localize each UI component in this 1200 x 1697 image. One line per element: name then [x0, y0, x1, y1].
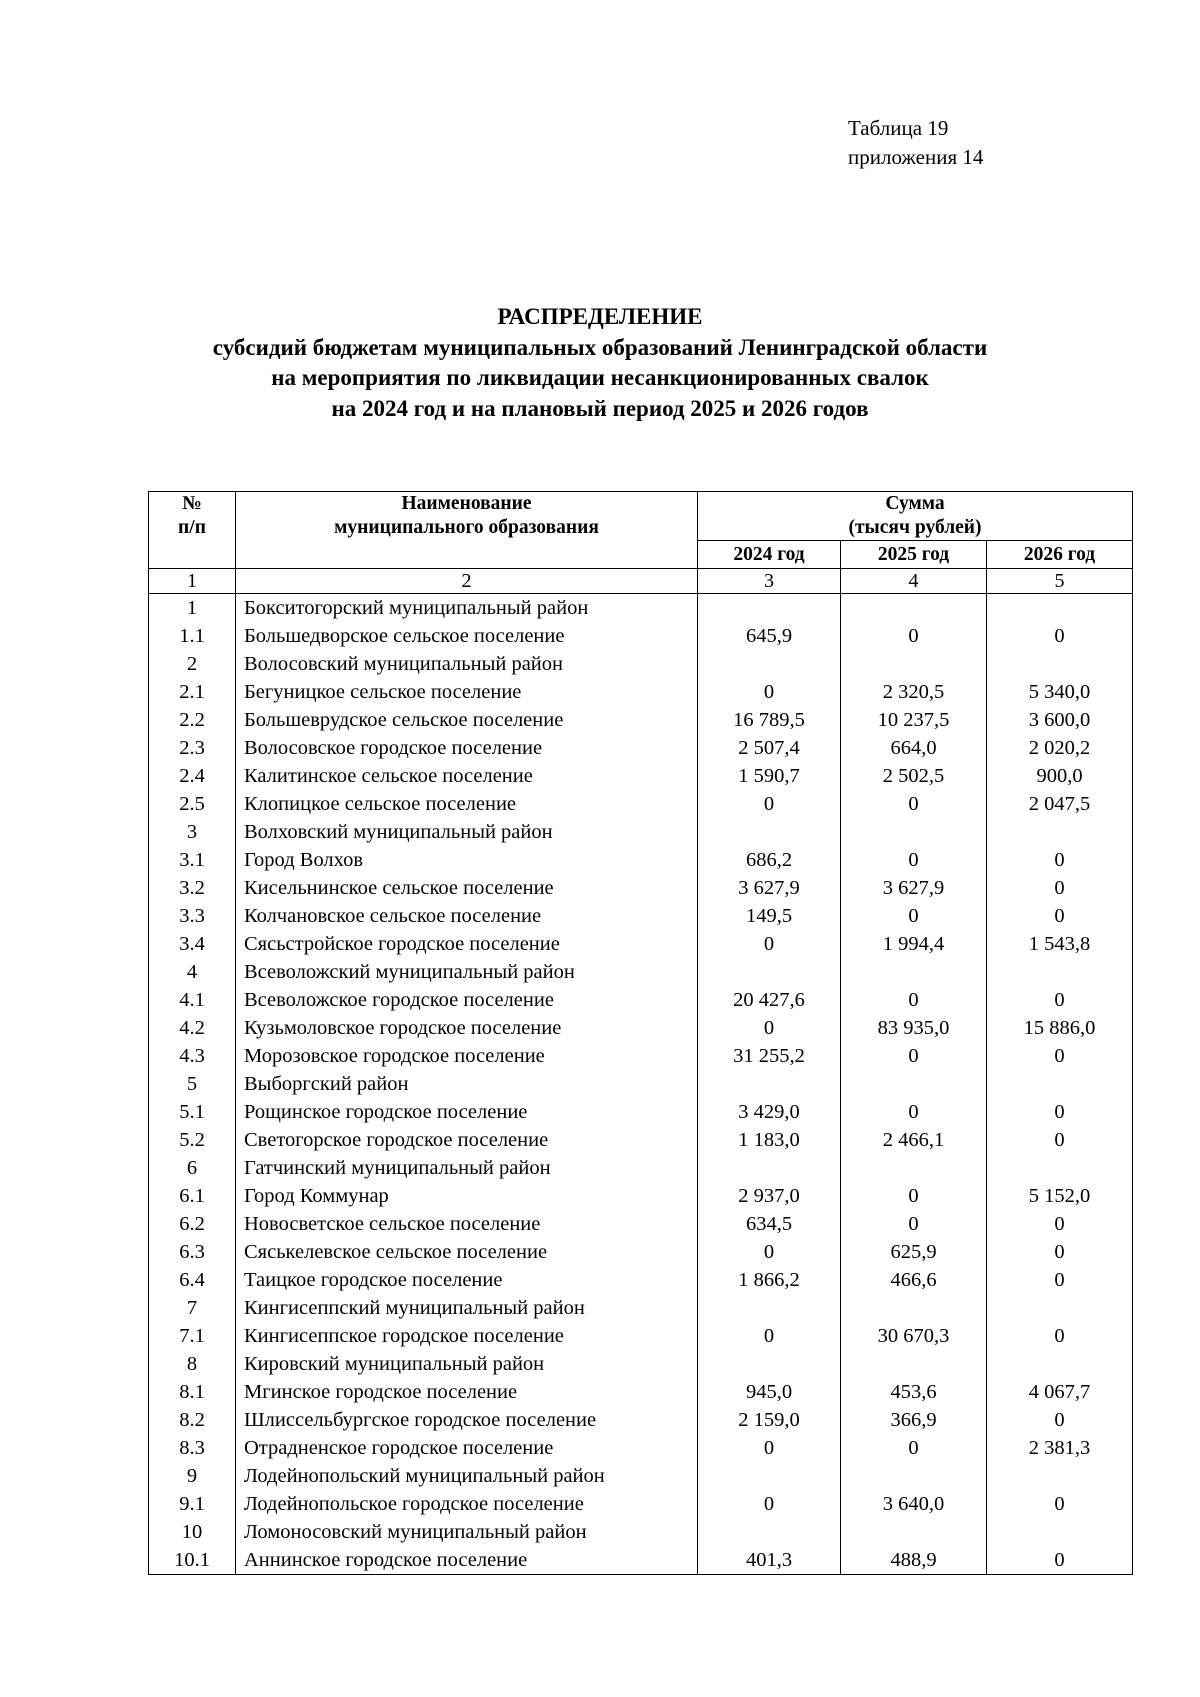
municipality-name: Морозовское городское поселение [236, 1042, 698, 1070]
amount-2026: 4 067,7 [987, 1378, 1133, 1406]
amount-2026: 15 886,0 [987, 1014, 1133, 1042]
header-number [149, 492, 236, 569]
table-row [149, 1518, 1133, 1546]
amount-2026 [987, 1154, 1133, 1182]
amount-2024: 0 [698, 930, 841, 958]
municipality-name: Шлиссельбургское городское поселение [236, 1406, 698, 1434]
municipality-name: Кингисеппское городское поселение [236, 1322, 698, 1350]
title-line-2: субсидий бюджетам муниципальных образований Ленинградской области [212, 334, 988, 360]
amount-2025 [841, 1350, 987, 1378]
municipality-name: Кингисеппский муниципальный район [236, 1294, 698, 1322]
amount-2025: 466,6 [841, 1266, 987, 1294]
header-year-2025: 2025 год [841, 541, 987, 569]
amount-2025: 0 [841, 790, 987, 818]
header-number-abbr: п/п [178, 517, 206, 538]
row-number: 4.1 [149, 986, 236, 1014]
row-number: 7 [149, 1294, 236, 1322]
amount-2025: 10 237,5 [841, 706, 987, 734]
municipality-name: Новосветское сельское поселение [236, 1210, 698, 1238]
row-number: 10.1 [149, 1546, 236, 1575]
amount-2025: 0 [841, 986, 987, 1014]
row-number: 2.1 [149, 678, 236, 706]
amount-2025: 0 [841, 1434, 987, 1462]
table-row [149, 622, 1133, 650]
table-row [149, 846, 1133, 874]
table-row [149, 1042, 1133, 1070]
row-number: 8.1 [149, 1378, 236, 1406]
row-number: 3.4 [149, 930, 236, 958]
amount-2026 [987, 594, 1133, 623]
amount-2026: 0 [987, 1126, 1133, 1154]
table-row [149, 1434, 1133, 1462]
row-number: 3.2 [149, 874, 236, 902]
table-row [149, 874, 1133, 902]
row-number: 2.3 [149, 734, 236, 762]
table-row [149, 930, 1133, 958]
municipality-name: Сясьстройское городское поселение [236, 930, 698, 958]
municipality-name: Выборгский район [236, 1070, 698, 1098]
amount-2025 [841, 1294, 987, 1322]
amount-2024: 2 937,0 [698, 1182, 841, 1210]
municipality-name: Калитинское сельское поселение [236, 762, 698, 790]
amount-2026: 0 [987, 1238, 1133, 1266]
amount-2024: 3 627,9 [698, 874, 841, 902]
amount-2026 [987, 1294, 1133, 1322]
municipality-name: Лодейнопольский муниципальный район [236, 1462, 698, 1490]
amount-2025: 0 [841, 1042, 987, 1070]
table-row [149, 678, 1133, 706]
municipality-name: Мгинское городское поселение [236, 1378, 698, 1406]
amount-2024 [698, 650, 841, 678]
amount-2026 [987, 1350, 1133, 1378]
amount-2026: 0 [987, 1042, 1133, 1070]
amount-2026: 0 [987, 1098, 1133, 1126]
municipality-name: Город Коммунар [236, 1182, 698, 1210]
amount-2025: 664,0 [841, 734, 987, 762]
amount-2026: 0 [987, 846, 1133, 874]
row-number: 4 [149, 958, 236, 986]
table-row [149, 902, 1133, 930]
amount-2025: 366,9 [841, 1406, 987, 1434]
amount-2026: 0 [987, 874, 1133, 902]
table-row [149, 594, 1133, 623]
municipality-name: Волосовский муниципальный район [236, 650, 698, 678]
amount-2024 [698, 1462, 841, 1490]
table-row [149, 1098, 1133, 1126]
municipality-name: Город Волхов [236, 846, 698, 874]
amount-2024: 149,5 [698, 902, 841, 930]
amount-2025 [841, 958, 987, 986]
row-number: 5 [149, 1070, 236, 1098]
amount-2026 [987, 1518, 1133, 1546]
table-row [149, 1014, 1133, 1042]
municipality-name: Бегуницкое сельское поселение [236, 678, 698, 706]
row-number: 5.2 [149, 1126, 236, 1154]
header-year-2026: 2026 год [987, 541, 1133, 569]
amount-2024 [698, 958, 841, 986]
amount-2024 [698, 1350, 841, 1378]
amount-2025: 2 320,5 [841, 678, 987, 706]
amount-2025: 2 466,1 [841, 1126, 987, 1154]
row-number: 10 [149, 1518, 236, 1546]
amount-2024: 0 [698, 1434, 841, 1462]
title-line-4: на 2024 год и на плановый период 2025 и 2026 годов [331, 395, 869, 421]
column-number: 4 [841, 569, 987, 594]
amount-2024: 3 429,0 [698, 1098, 841, 1126]
amount-2024: 2 507,4 [698, 734, 841, 762]
table-row [149, 1378, 1133, 1406]
row-number: 4.3 [149, 1042, 236, 1070]
table-row [149, 790, 1133, 818]
amount-2025: 0 [841, 1098, 987, 1126]
amount-2026: 3 600,0 [987, 706, 1133, 734]
amount-2025 [841, 1518, 987, 1546]
amount-2024 [698, 1294, 841, 1322]
row-number: 6.2 [149, 1210, 236, 1238]
title-line-1: РАСПРЕДЕЛЕНИЕ [497, 304, 703, 329]
table-reference [848, 114, 983, 172]
amount-2024: 945,0 [698, 1378, 841, 1406]
table-row [149, 818, 1133, 846]
municipality-name: Кисельнинское сельское поселение [236, 874, 698, 902]
municipality-name: Кузьмоловское городское поселение [236, 1014, 698, 1042]
table-number: Таблица 19 [848, 116, 949, 140]
amount-2026 [987, 1462, 1133, 1490]
amount-2026: 0 [987, 1210, 1133, 1238]
municipality-name: Отрадненское городское поселение [236, 1434, 698, 1462]
municipality-name: Колчановское сельское поселение [236, 902, 698, 930]
table-row [149, 706, 1133, 734]
amount-2024: 686,2 [698, 846, 841, 874]
appendix-reference: приложения 14 [848, 145, 984, 169]
row-number: 6.3 [149, 1238, 236, 1266]
table-row [149, 1406, 1133, 1434]
amount-2026: 0 [987, 1266, 1133, 1294]
table-body [149, 594, 1133, 1575]
amount-2024: 20 427,6 [698, 986, 841, 1014]
amount-2024 [698, 1070, 841, 1098]
municipality-name: Таицкое городское поселение [236, 1266, 698, 1294]
amount-2025: 488,9 [841, 1546, 987, 1575]
row-number: 9.1 [149, 1490, 236, 1518]
header-sum [698, 492, 1133, 541]
header-sum-line-1: Сумма [885, 493, 945, 514]
amount-2026: 0 [987, 1322, 1133, 1350]
column-number: 2 [236, 569, 698, 594]
table-row [149, 1490, 1133, 1518]
amount-2024: 645,9 [698, 622, 841, 650]
amount-2024: 634,5 [698, 1210, 841, 1238]
row-number: 6.4 [149, 1266, 236, 1294]
amount-2026: 0 [987, 1406, 1133, 1434]
table-row [149, 1462, 1133, 1490]
amount-2024: 31 255,2 [698, 1042, 841, 1070]
amount-2025: 0 [841, 622, 987, 650]
amount-2024: 0 [698, 1238, 841, 1266]
municipality-name: Сяськелевское сельское поселение [236, 1238, 698, 1266]
table-row [149, 1182, 1133, 1210]
amount-2024: 0 [698, 790, 841, 818]
amount-2026: 0 [987, 622, 1133, 650]
amount-2024: 1 866,2 [698, 1266, 841, 1294]
row-number: 2.5 [149, 790, 236, 818]
amount-2024 [698, 818, 841, 846]
row-number: 3.3 [149, 902, 236, 930]
table-row [149, 1546, 1133, 1575]
amount-2025 [841, 818, 987, 846]
amount-2026: 5 340,0 [987, 678, 1133, 706]
amount-2026: 5 152,0 [987, 1182, 1133, 1210]
municipality-name: Клопицкое сельское поселение [236, 790, 698, 818]
amount-2025: 0 [841, 846, 987, 874]
amount-2024 [698, 1518, 841, 1546]
municipality-name: Бокситогорский муниципальный район [236, 594, 698, 623]
table-row [149, 1154, 1133, 1182]
row-number: 3.1 [149, 846, 236, 874]
row-number: 9 [149, 1462, 236, 1490]
header-year-2024: 2024 год [698, 541, 841, 569]
amount-2025: 0 [841, 1210, 987, 1238]
amount-2024 [698, 594, 841, 623]
municipality-name: Всеволожское городское поселение [236, 986, 698, 1014]
municipality-name: Большедворское сельское поселение [236, 622, 698, 650]
amount-2025 [841, 594, 987, 623]
table-row [149, 1210, 1133, 1238]
table-row [149, 1070, 1133, 1098]
amount-2026: 2 047,5 [987, 790, 1133, 818]
amount-2025 [841, 1462, 987, 1490]
amount-2024: 2 159,0 [698, 1406, 841, 1434]
amount-2025: 1 994,4 [841, 930, 987, 958]
table-row [149, 1126, 1133, 1154]
amount-2025: 30 670,3 [841, 1322, 987, 1350]
amount-2026: 0 [987, 1546, 1133, 1575]
column-number: 3 [698, 569, 841, 594]
table-row [149, 1294, 1133, 1322]
amount-2024: 401,3 [698, 1546, 841, 1575]
municipality-name: Лодейнопольское городское поселение [236, 1490, 698, 1518]
amount-2026: 2 381,3 [987, 1434, 1133, 1462]
amount-2024: 16 789,5 [698, 706, 841, 734]
table-row [149, 958, 1133, 986]
row-number: 8.2 [149, 1406, 236, 1434]
header-name-line-2: муниципального образования [334, 517, 599, 538]
header-name-line-1: Наименование [401, 493, 532, 514]
table-header [149, 492, 1133, 594]
amount-2026: 0 [987, 902, 1133, 930]
row-number: 4.2 [149, 1014, 236, 1042]
table-row [149, 762, 1133, 790]
amount-2025: 453,6 [841, 1378, 987, 1406]
row-number: 1.1 [149, 622, 236, 650]
amount-2025: 0 [841, 1182, 987, 1210]
amount-2025: 83 935,0 [841, 1014, 987, 1042]
title-line-3: на мероприятия по ликвидации несанкционированных свалок [271, 365, 929, 390]
municipality-name: Кировский муниципальный район [236, 1350, 698, 1378]
amount-2026 [987, 650, 1133, 678]
document-title [0, 302, 1200, 424]
amount-2025: 0 [841, 902, 987, 930]
table-row [149, 734, 1133, 762]
column-number: 5 [987, 569, 1133, 594]
row-number: 6.1 [149, 1182, 236, 1210]
amount-2024: 0 [698, 678, 841, 706]
row-number: 3 [149, 818, 236, 846]
table-row [149, 650, 1133, 678]
table-row [149, 986, 1133, 1014]
amount-2024: 1 590,7 [698, 762, 841, 790]
header-name [236, 492, 698, 569]
amount-2026: 1 543,8 [987, 930, 1133, 958]
amount-2025: 3 627,9 [841, 874, 987, 902]
header-sum-line-2: (тысяч рублей) [848, 517, 982, 538]
amount-2025: 2 502,5 [841, 762, 987, 790]
amount-2026 [987, 818, 1133, 846]
municipality-name: Всеволожский муниципальный район [236, 958, 698, 986]
municipality-name: Светогорское городское поселение [236, 1126, 698, 1154]
municipality-name: Гатчинский муниципальный район [236, 1154, 698, 1182]
column-number-row [149, 569, 1133, 594]
amount-2025: 625,9 [841, 1238, 987, 1266]
table-row [149, 1322, 1133, 1350]
amount-2026: 0 [987, 1490, 1133, 1518]
amount-2026: 2 020,2 [987, 734, 1133, 762]
table-row [149, 1266, 1133, 1294]
table-row [149, 1350, 1133, 1378]
amount-2025 [841, 1154, 987, 1182]
row-number: 5.1 [149, 1098, 236, 1126]
row-number: 2.2 [149, 706, 236, 734]
distribution-table [148, 491, 1133, 1575]
amount-2025 [841, 1070, 987, 1098]
municipality-name: Ломоносовский муниципальный район [236, 1518, 698, 1546]
row-number: 8 [149, 1350, 236, 1378]
row-number: 7.1 [149, 1322, 236, 1350]
header-number-symbol: № [182, 493, 202, 514]
amount-2024: 0 [698, 1014, 841, 1042]
row-number: 2.4 [149, 762, 236, 790]
amount-2026 [987, 1070, 1133, 1098]
amount-2024: 1 183,0 [698, 1126, 841, 1154]
amount-2025 [841, 650, 987, 678]
column-number: 1 [149, 569, 236, 594]
municipality-name: Рощинское городское поселение [236, 1098, 698, 1126]
municipality-name: Волховский муниципальный район [236, 818, 698, 846]
amount-2026: 900,0 [987, 762, 1133, 790]
row-number: 6 [149, 1154, 236, 1182]
municipality-name: Большеврудское сельское поселение [236, 706, 698, 734]
amount-2026: 0 [987, 986, 1133, 1014]
table-row [149, 1238, 1133, 1266]
row-number: 8.3 [149, 1434, 236, 1462]
amount-2024: 0 [698, 1322, 841, 1350]
amount-2024 [698, 1154, 841, 1182]
amount-2026 [987, 958, 1133, 986]
amount-2025: 3 640,0 [841, 1490, 987, 1518]
amount-2024: 0 [698, 1490, 841, 1518]
municipality-name: Волосовское городское поселение [236, 734, 698, 762]
municipality-name: Аннинское городское поселение [236, 1546, 698, 1575]
row-number: 1 [149, 594, 236, 623]
row-number: 2 [149, 650, 236, 678]
